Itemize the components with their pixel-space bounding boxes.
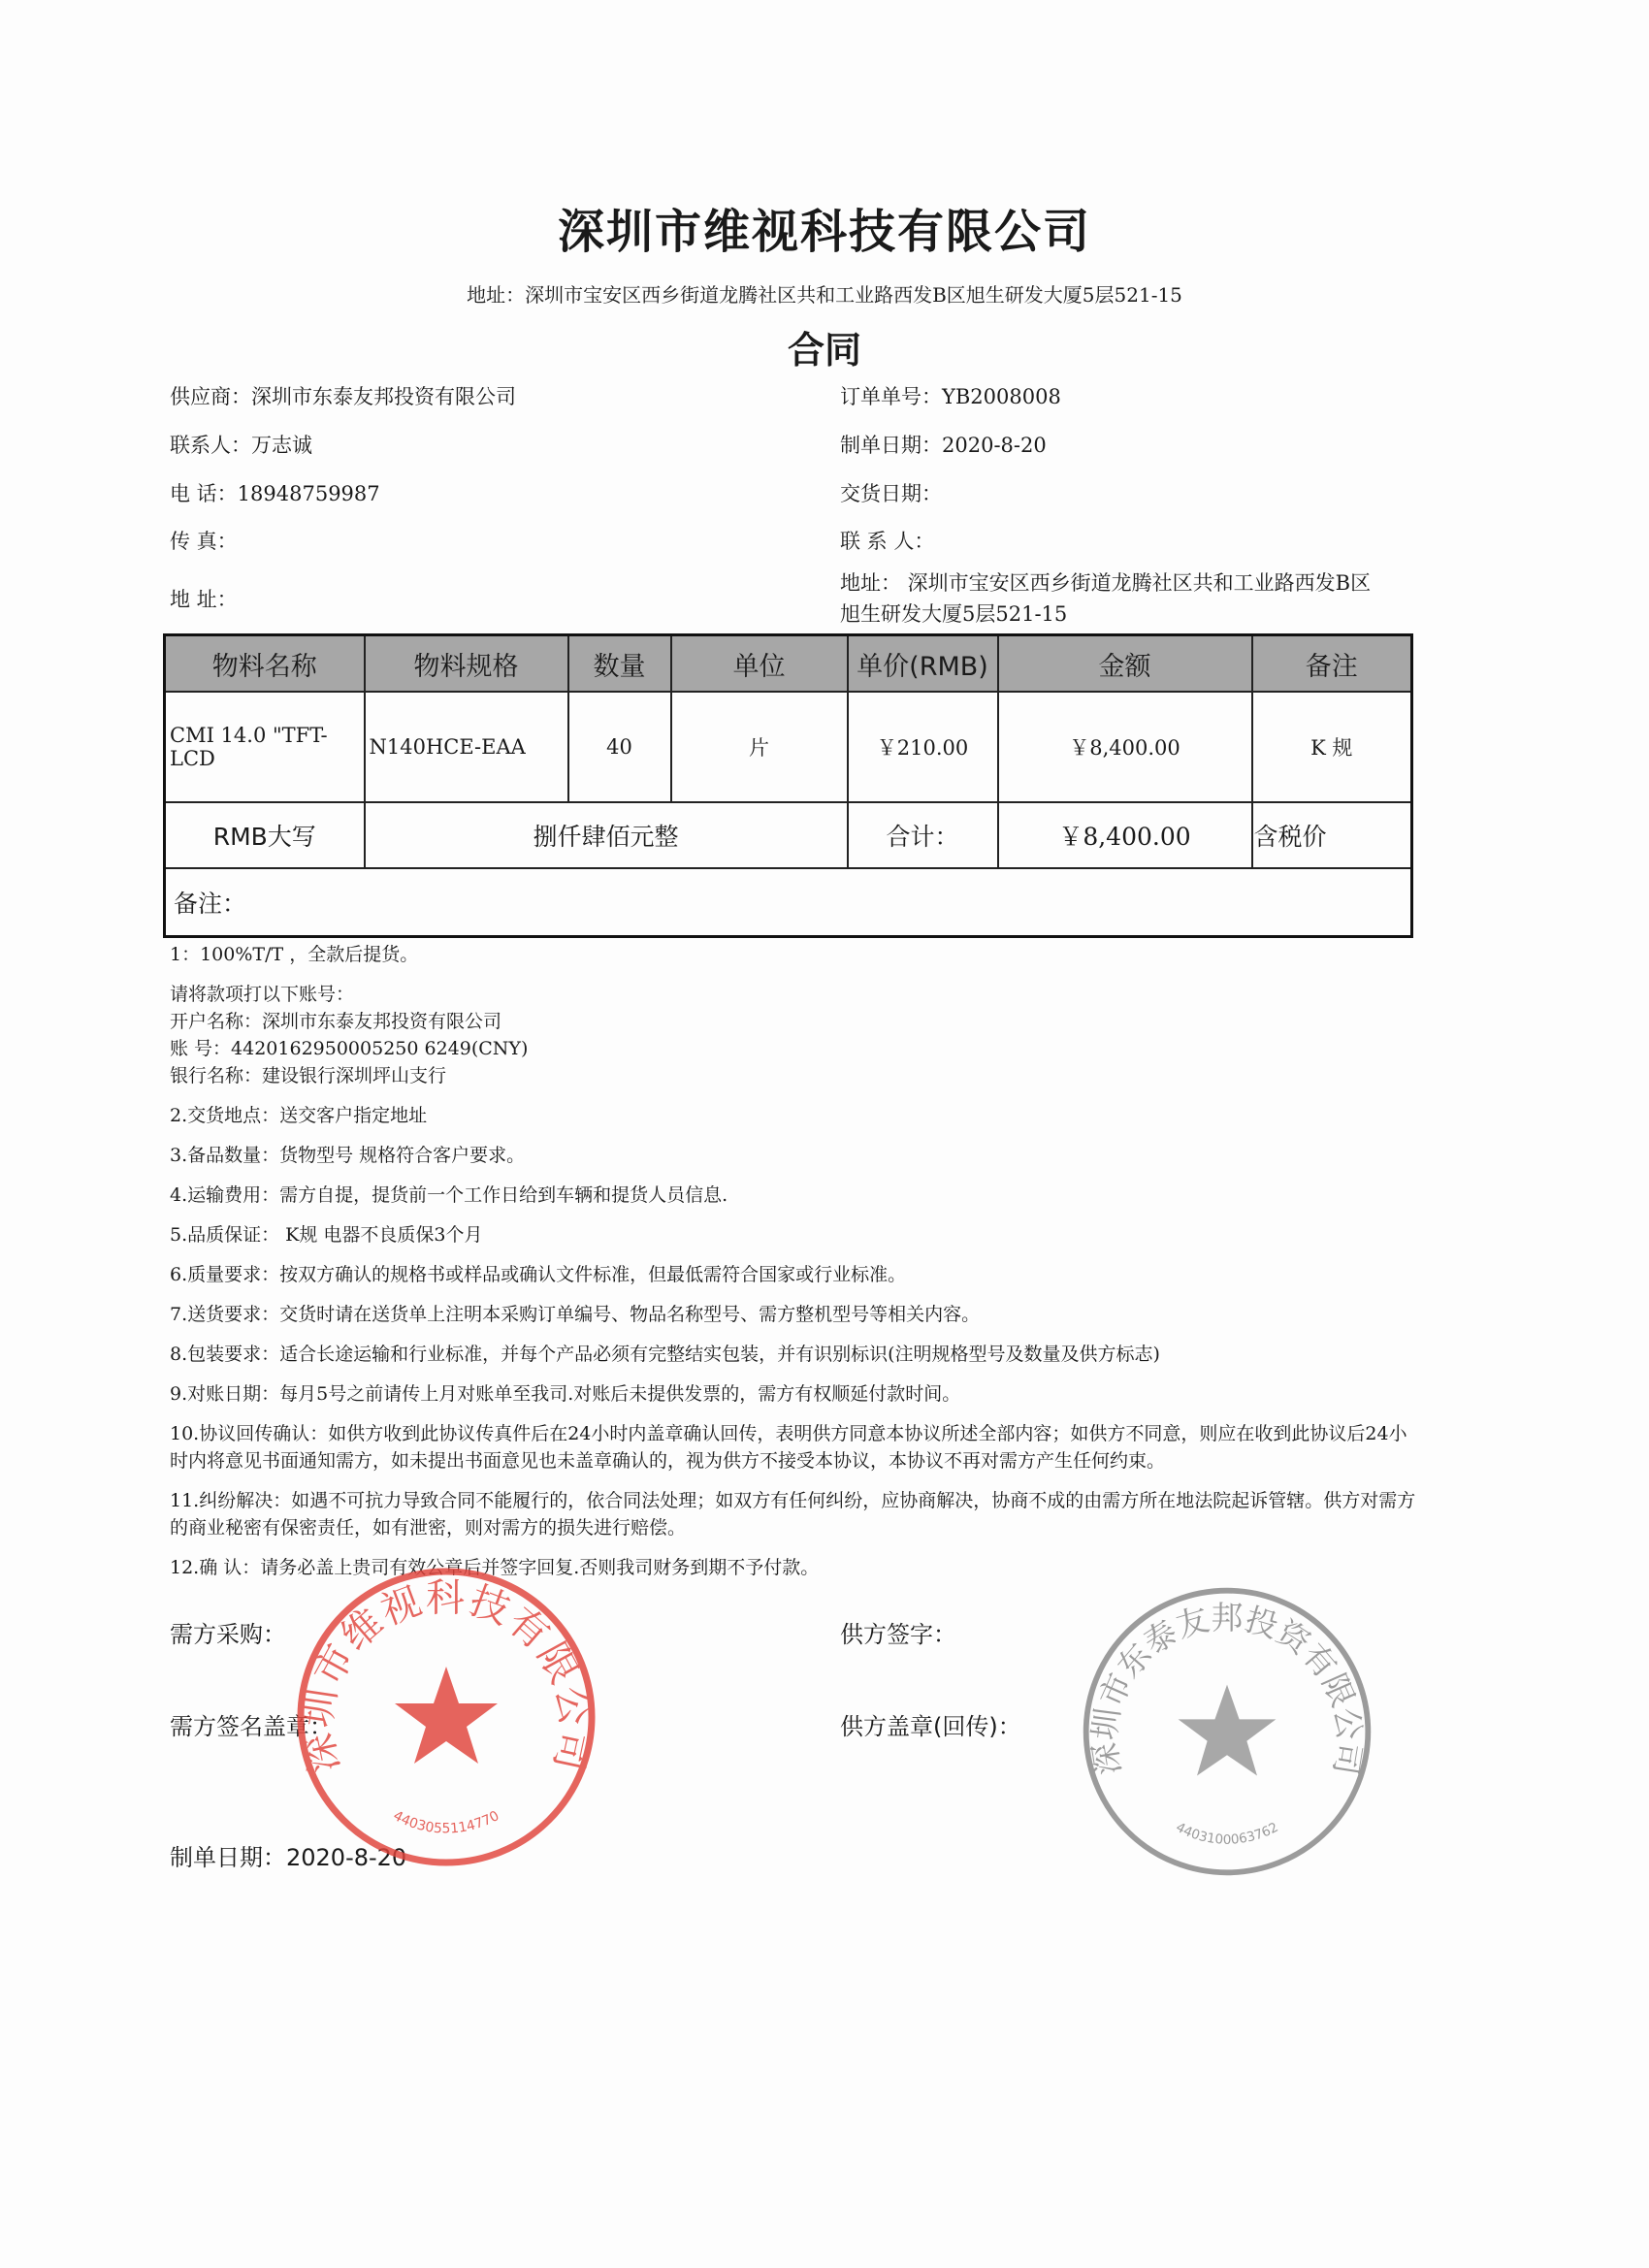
terms-section [170, 941, 1421, 1581]
total-row [165, 802, 1412, 868]
rmb-words: 捌仟肆佰元整 [365, 802, 848, 868]
seal-ring [1086, 1591, 1369, 1873]
term-line: 5.品质保证： K规 电器不良质保3个月 [170, 1224, 483, 1246]
star-icon [395, 1667, 498, 1764]
supplier-name: 供应商：深圳市东泰友邦投资有限公司 [170, 385, 516, 408]
sign-date: 制单日期：2020-8-20 [170, 1844, 407, 1871]
delivery-address: 地址： 深圳市宝安区西乡街道龙腾社区共和工业路西发B区旭生研发大厦5层521-15 [840, 571, 1372, 626]
header-cell: 单位 [671, 635, 848, 693]
item-price: ￥210.00 [848, 692, 998, 802]
term-line: 账 号：4420162950005250 6249(CNY) [170, 1038, 529, 1059]
table-header-row [165, 635, 1412, 693]
total-amount: ￥8,400.00 [998, 802, 1252, 868]
term-line: 银行名称：建设银行深圳坪山支行 [170, 1065, 447, 1086]
supplier-sign-label: 供方签字： [840, 1621, 956, 1648]
seal-number: 4403055114770 [390, 1807, 502, 1837]
table-row [165, 692, 1412, 802]
supplier-address: 地 址： [170, 588, 238, 611]
item-unit: 片 [671, 692, 848, 802]
term-line: 2.交货地点：送交客户指定地址 [170, 1105, 428, 1126]
total-label: 合计： [848, 802, 998, 868]
header-cell: 物料名称 [165, 635, 365, 693]
term-line: 1：100%T/T ，全款后提货。 [170, 944, 419, 965]
seal-text: 深圳市维视科技有限公司 [295, 1575, 598, 1777]
header-cell: 单价(RMB) [848, 635, 998, 693]
term-line: 7.送货要求：交货时请在送货单上注明本采购订单编号、物品名称型号、需方整机型号等相关内容。 [170, 1304, 981, 1325]
company-address: 地址：深圳市宝安区西乡街道龙腾社区共和工业路西发B区旭生研发大厦5层521-15 [467, 283, 1182, 307]
contact-name: 联系人：万志诚 [170, 434, 312, 457]
star-icon [1179, 1685, 1277, 1776]
order-date: 制单日期：2020-8-20 [840, 434, 1047, 457]
term-line: 10.协议回传确认：如供方收到此协议传真件后在24小时内盖章确认回传，表明供方同意本协议所述全部内容；如供方不同意，则应在收到此协议后24小时内将意见书面通知需方，如未提出书面意见也未盖章确认的，视为供方不接受本协议，本协议不再对需方产生任何约束。 [170, 1423, 1407, 1472]
phone-number: 电 话：18948759987 [170, 482, 380, 505]
term-line: 4.运输费用：需方自提，提货前一个工作日给到车辆和提货人员信息. [170, 1184, 728, 1206]
item-note: K 规 [1252, 692, 1412, 802]
term-line: 开户名称：深圳市东泰友邦投资有限公司 [170, 1011, 502, 1032]
supplier-company-seal [1077, 1581, 1377, 1882]
term-line: 8.包装要求：适合长途运输和行业标准，并每个产品必须有完整结实包装，并有识别标识(注明规格型号及数量及供方标志) [170, 1344, 1160, 1365]
term-line: 请将款项打以下账号： [170, 984, 355, 1005]
document-title: 合同 [787, 329, 861, 372]
header-cell: 金额 [998, 635, 1252, 693]
rmb-label: RMB大写 [165, 802, 365, 868]
term-line: 12.确 认：请务必盖上贵司有效公章后并签字回复.否则我司财务到期不予付款。 [170, 1557, 820, 1578]
term-line: 3.备品数量：货物型号 规格符合客户要求。 [170, 1145, 526, 1166]
contact-person: 联 系 人： [840, 530, 935, 553]
header-cell: 数量 [568, 635, 671, 693]
term-line: 6.质量要求：按双方确认的规格书或样品或确认文件标准，但最低需符合国家或行业标准。 [170, 1264, 907, 1285]
header-cell: 备注 [1252, 635, 1412, 693]
fax-number: 传 真： [170, 530, 238, 553]
item-amount: ￥8,400.00 [998, 692, 1252, 802]
item-qty: 40 [568, 692, 671, 802]
term-line: 9.对账日期：每月5号之前请传上月对账单至我司.对账后未提供发票的，需方有权顺延付款时间。 [170, 1383, 961, 1405]
company-name: 深圳市维视科技有限公司 [557, 205, 1091, 259]
header-cell: 物料规格 [365, 635, 568, 693]
remark-row [165, 868, 1412, 937]
term-line: 11.纠纷解决：如遇不可抗力导致合同不能履行的，依合同法处理；如双方有任何纠纷，应协商解决，协商不成的由需方所在地法院起诉管辖。供方对需方的商业秘密有保密责任，如有泄密，则对需方的损失进行赔偿。 [170, 1490, 1416, 1539]
seal-number: 4403100063762 [1173, 1819, 1281, 1848]
order-number: 订单单号：YB2008008 [840, 385, 1061, 408]
supplier-seal-label: 供方盖章(回传)： [840, 1713, 1021, 1740]
buyer-purchase-label: 需方采购： [170, 1621, 286, 1648]
delivery-date: 交货日期： [840, 482, 942, 505]
seal-ring [301, 1571, 592, 1863]
remark-label: 备注： [165, 868, 1412, 937]
buyer-company-seal [291, 1562, 601, 1872]
item-spec: N140HCE-EAA [365, 692, 568, 802]
seal-text: 深圳市东泰友邦投资有限公司 [1084, 1598, 1370, 1778]
buyer-seal-label: 需方签名盖章： [170, 1713, 333, 1740]
tax-note: 含税价 [1252, 802, 1412, 868]
item-name: CMI 14.0 "TFT-LCD [165, 692, 365, 802]
items-table [163, 633, 1413, 938]
